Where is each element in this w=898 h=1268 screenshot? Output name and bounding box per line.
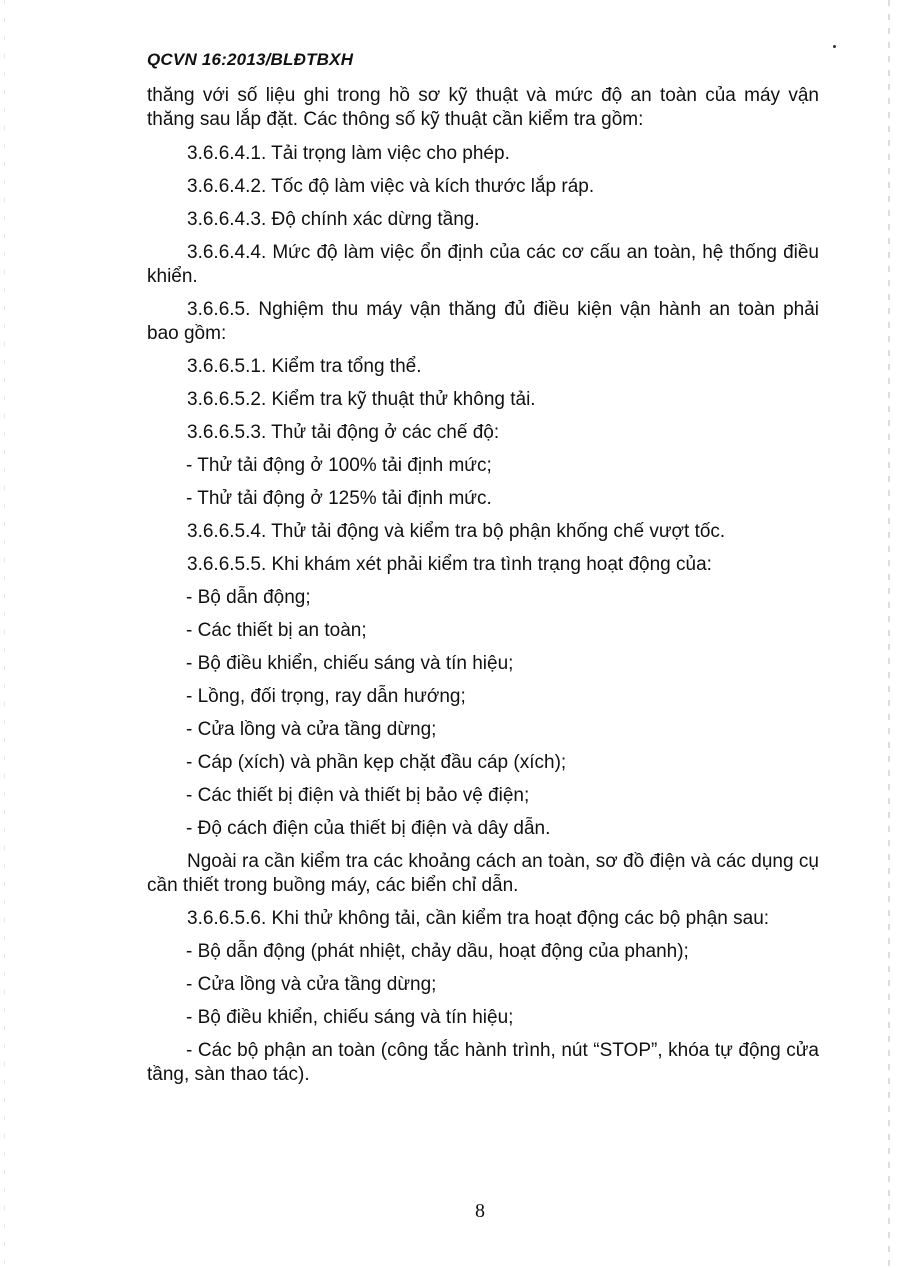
list-item: - Bộ dẫn động; xyxy=(186,587,311,608)
paragraph-3-6-6-5-3: 3.6.6.5.3. Thử tải động ở các chế độ: xyxy=(187,422,500,443)
list-item: - Cửa lồng và cửa tầng dừng; xyxy=(186,974,437,995)
list-item: - Cáp (xích) và phần kẹp chặt đầu cáp (xích); xyxy=(186,752,567,773)
list-item: - Thử tải động ở 125% tải định mức. xyxy=(186,488,492,509)
paragraph-3-6-6-5-2: 3.6.6.5.2. Kiểm tra kỹ thuật thử không tải. xyxy=(187,389,536,410)
list-item: - Bộ điều khiển, chiếu sáng và tín hiệu; xyxy=(186,1007,514,1028)
list-item: - Cửa lồng và cửa tầng dừng; xyxy=(186,719,437,740)
list-item: - Các thiết bị điện và thiết bị bảo vệ điện; xyxy=(186,785,530,806)
list-item: - Độ cách điện của thiết bị điện và dây dẫn. xyxy=(186,818,551,839)
paragraph-3-6-6-5-6: 3.6.6.5.6. Khi thử không tải, cần kiểm tra hoạt động các bộ phận sau: xyxy=(187,908,770,929)
page-number: 8 xyxy=(475,1200,485,1222)
scan-edge-left xyxy=(4,0,5,1268)
scan-edge-right xyxy=(888,0,890,1268)
list-item: - Các bộ phận an toàn (công tắc hành trình, nút “STOP”, khóa tự động cửa tầng, sàn thao tác). xyxy=(147,1040,819,1085)
paragraph-3-6-6-4-1: 3.6.6.4.1. Tải trọng làm việc cho phép. xyxy=(187,143,510,164)
paragraph-3-6-6-5-5: 3.6.6.5.5. Khi khám xét phải kiểm tra tình trạng hoạt động của: xyxy=(187,554,712,575)
paragraph-3-6-6-5-1: 3.6.6.5.1. Kiểm tra tổng thể. xyxy=(187,356,422,377)
paragraph-3-6-6-5: 3.6.6.5. Nghiệm thu máy vận thăng đủ điều kiện vận hành an toàn phải bao gồm: xyxy=(147,299,819,344)
document-body xyxy=(147,84,819,1096)
paragraph-continuation: thăng với số liệu ghi trong hồ sơ kỹ thuật và mức độ an toàn của máy vận thăng sau lắp đặt. Các thông số kỹ thuật cần kiểm tra gồm: xyxy=(147,85,819,130)
paragraph-3-6-6-4-3: 3.6.6.4.3. Độ chính xác dừng tầng. xyxy=(187,209,480,230)
paragraph-additional-checks: Ngoài ra cần kiểm tra các khoảng cách an toàn, sơ đồ điện và các dụng cụ cần thiết trong buồng máy, các biển chỉ dẫn. xyxy=(147,851,819,896)
paragraph-3-6-6-4-4: 3.6.6.4.4. Mức độ làm việc ổn định của các cơ cấu an toàn, hệ thống điều khiển. xyxy=(147,242,819,287)
list-item: - Thử tải động ở 100% tải định mức; xyxy=(186,455,492,476)
list-item: - Bộ điều khiển, chiếu sáng và tín hiệu; xyxy=(186,653,514,674)
scan-speck xyxy=(833,45,836,48)
paragraph-3-6-6-4-2: 3.6.6.4.2. Tốc độ làm việc và kích thước lắp ráp. xyxy=(187,176,595,197)
list-item: - Bộ dẫn động (phát nhiệt, chảy dầu, hoạt động của phanh); xyxy=(186,941,689,962)
list-item: - Các thiết bị an toàn; xyxy=(186,620,367,641)
list-item: - Lồng, đối trọng, ray dẫn hướng; xyxy=(186,686,466,707)
document-header: QCVN 16:2013/BLĐTBXH xyxy=(147,50,354,69)
paragraph-3-6-6-5-4: 3.6.6.5.4. Thử tải động và kiểm tra bộ phận khống chế vượt tốc. xyxy=(187,521,726,542)
